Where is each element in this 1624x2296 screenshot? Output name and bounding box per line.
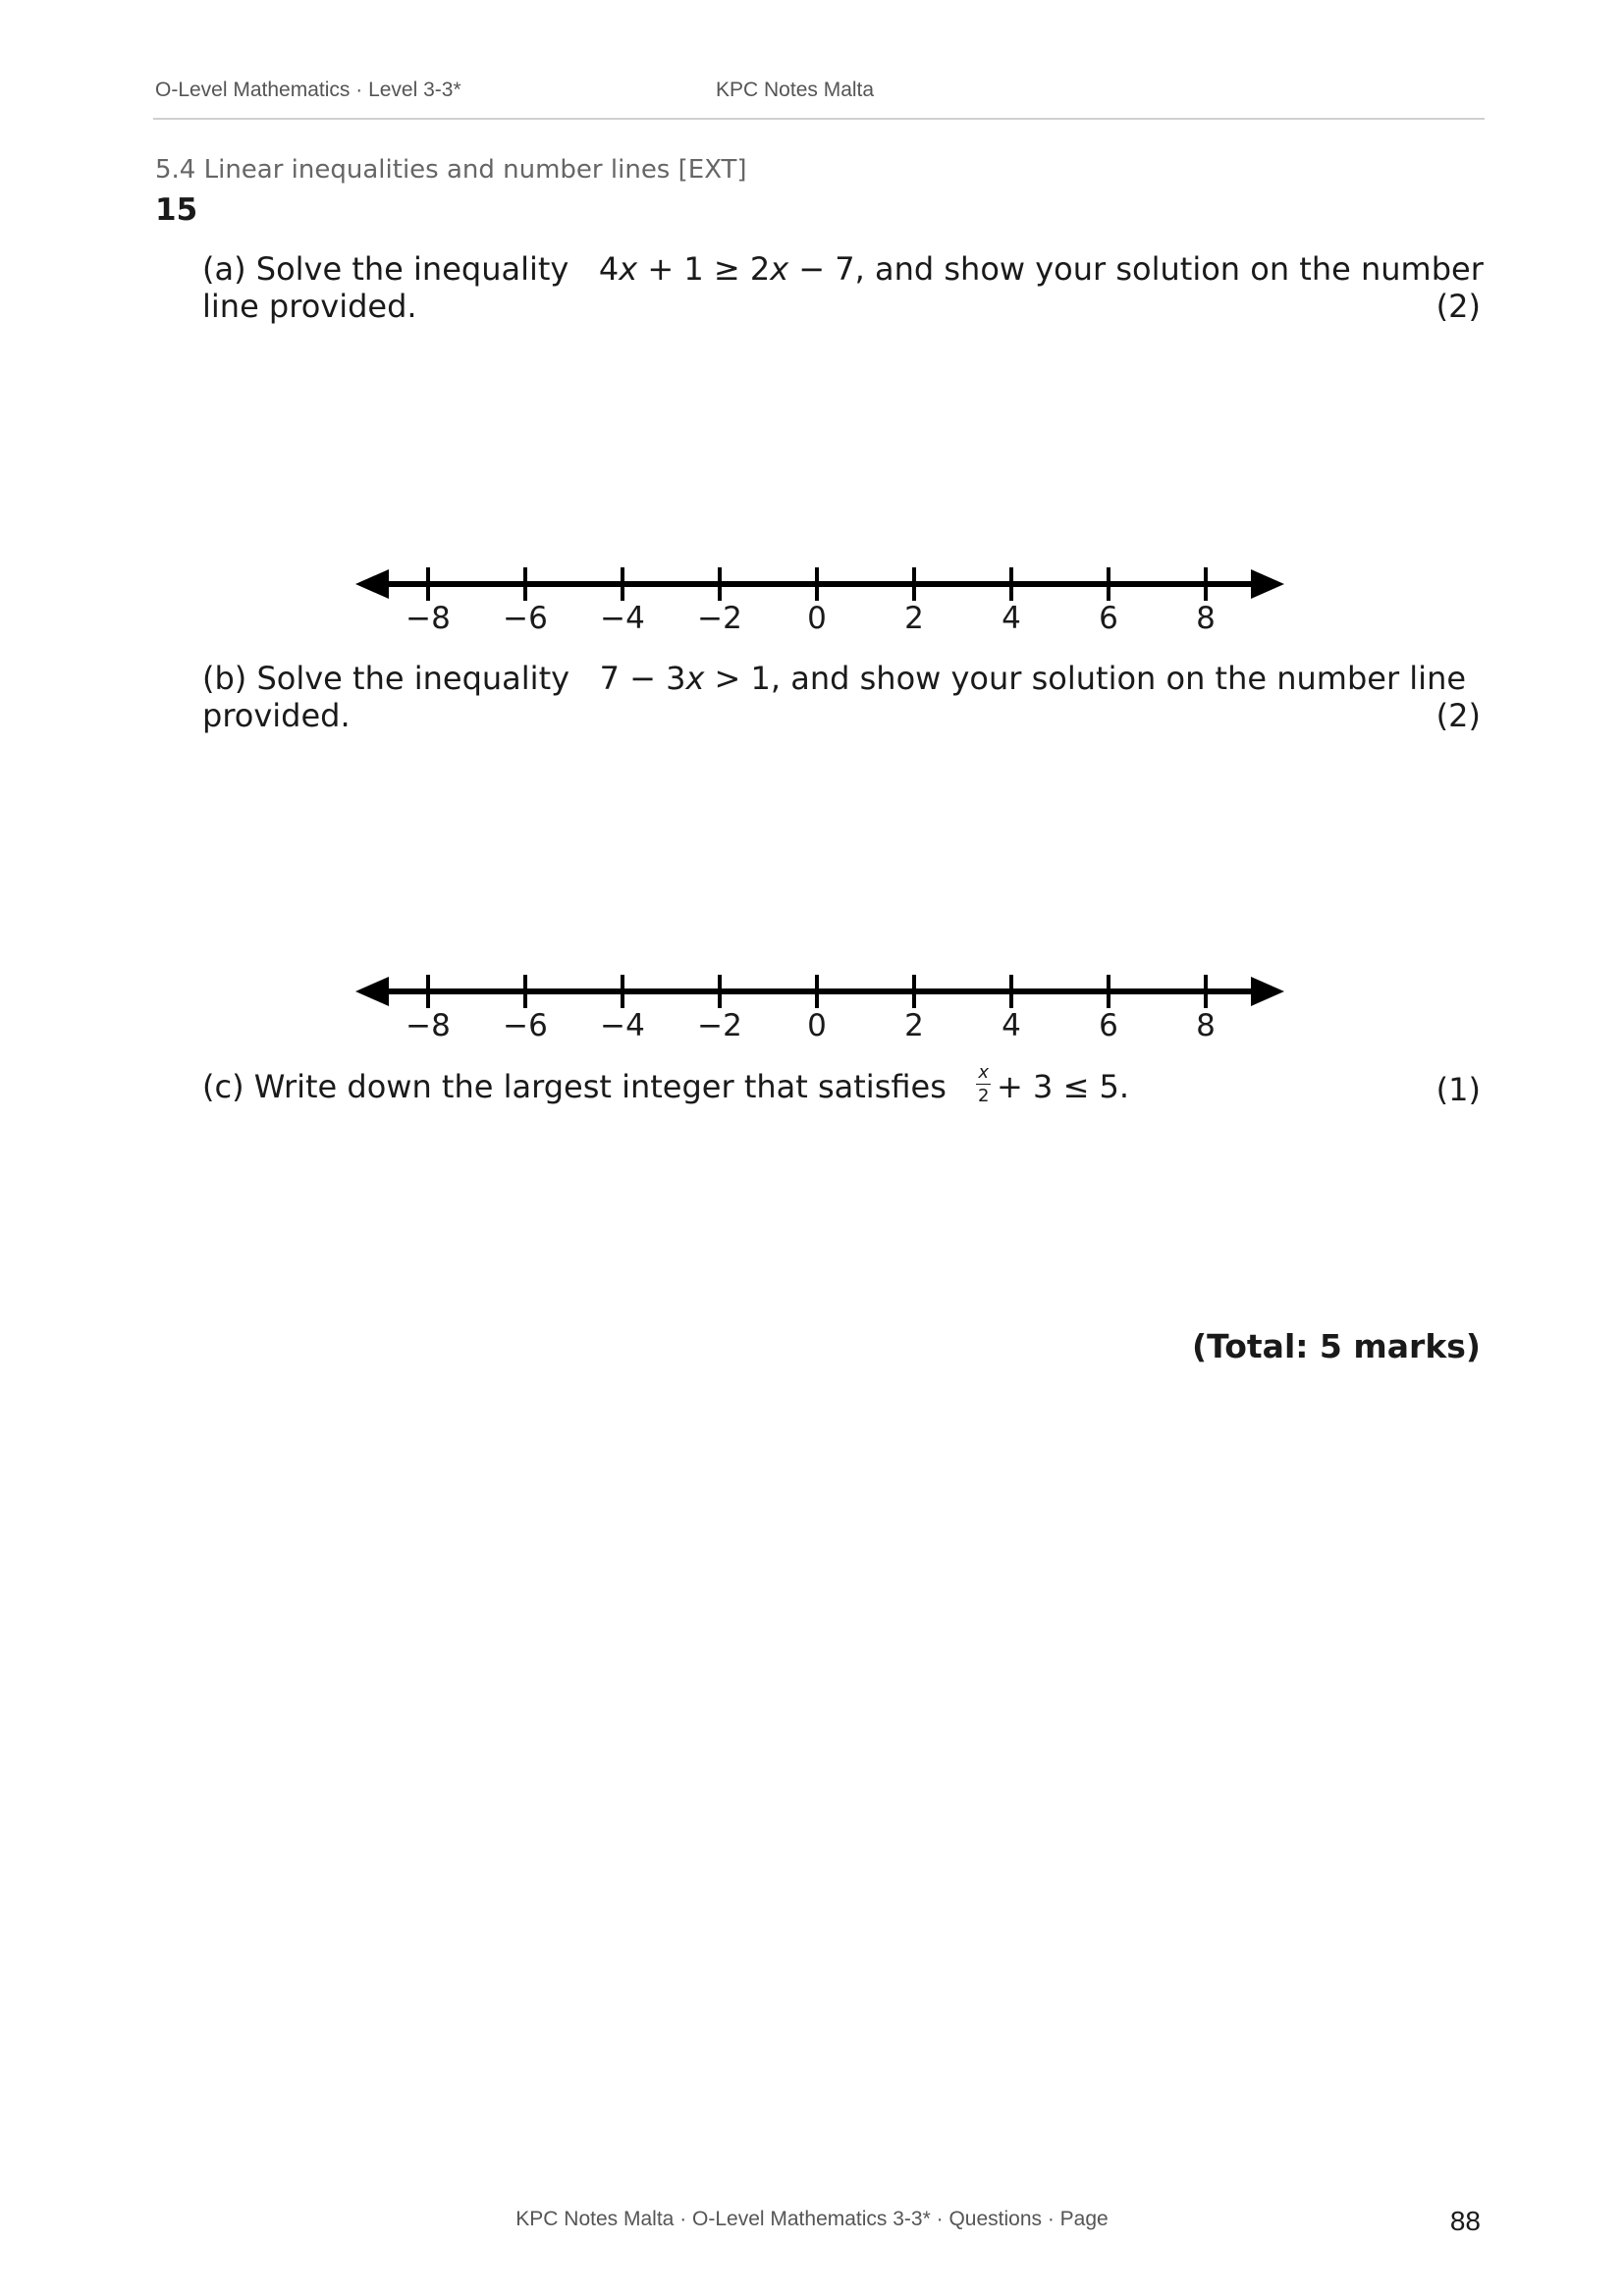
question-number: 15 xyxy=(155,192,198,228)
tick-label: 2 xyxy=(904,1008,924,1041)
tick-label: −6 xyxy=(503,601,548,633)
tick-label: −4 xyxy=(600,601,645,633)
tick-label: 8 xyxy=(1196,1008,1216,1041)
tick-label: −2 xyxy=(697,1008,742,1041)
part-c-prefix: (c) Write down the largest integer that satisfies xyxy=(202,1068,947,1105)
tick-label: 4 xyxy=(1001,601,1021,633)
footer-text: KPC Notes Malta · O-Level Mathematics 3-3* · Questions · Page xyxy=(515,2208,1109,2230)
part-a-prefix: (a) Solve the inequality xyxy=(202,250,569,288)
part-c-marks: (1) xyxy=(1435,1071,1481,1108)
part-b-marks: (2) xyxy=(1435,697,1481,734)
tick-label: 8 xyxy=(1196,601,1216,633)
part-b-prefix: (b) Solve the inequality xyxy=(202,660,570,697)
part-a-line2: line provided. xyxy=(202,288,417,325)
part-b-line2: provided. xyxy=(202,697,351,734)
tick-label: −6 xyxy=(503,1008,548,1041)
header-divider xyxy=(153,118,1485,120)
tick-label: 0 xyxy=(807,1008,827,1041)
tick-label: −2 xyxy=(697,601,742,633)
tick-label: 0 xyxy=(807,601,827,633)
header-center: KPC Notes Malta xyxy=(716,79,875,101)
left-arrowhead xyxy=(355,569,389,599)
section-title: 5.4 Linear inequalities and number lines [EXT] xyxy=(155,155,747,185)
tick-label: −8 xyxy=(406,601,451,633)
part-c-fraction: $\frac{x}{2}$ xyxy=(977,1062,990,1106)
number-line-b xyxy=(344,952,1296,1041)
part-b-suffix: and show your solution on the number line xyxy=(790,660,1467,697)
number-line-a xyxy=(344,545,1296,633)
tick-label: 6 xyxy=(1099,1008,1118,1041)
page-number: 88 xyxy=(1449,2206,1481,2236)
tick-label: 2 xyxy=(904,601,924,633)
tick-label: −8 xyxy=(406,1008,451,1041)
total-marks: (Total: 5 marks) xyxy=(1192,1327,1481,1365)
part-a-suffix: and show your solution on the number xyxy=(874,250,1484,288)
right-arrowhead xyxy=(1251,977,1284,1006)
part-c-line1 xyxy=(202,1062,1130,1109)
part-a-expression: 4x + 1 ≥ 2x − 7, xyxy=(598,250,865,288)
tick-label: 4 xyxy=(1001,1008,1021,1041)
right-arrowhead xyxy=(1251,569,1284,599)
left-arrowhead xyxy=(355,977,389,1006)
part-a-marks: (2) xyxy=(1435,288,1481,325)
header-left: O-Level Mathematics · Level 3-3* xyxy=(155,79,461,101)
tick-label: −4 xyxy=(600,1008,645,1041)
part-c-expression: + 3 ≤ 5. xyxy=(997,1068,1130,1105)
part-b-line1 xyxy=(202,660,1466,697)
part-a-line1 xyxy=(202,250,1484,288)
part-b-expression: 7 − 3x > 1, xyxy=(599,660,782,697)
tick-label: 6 xyxy=(1099,601,1118,633)
